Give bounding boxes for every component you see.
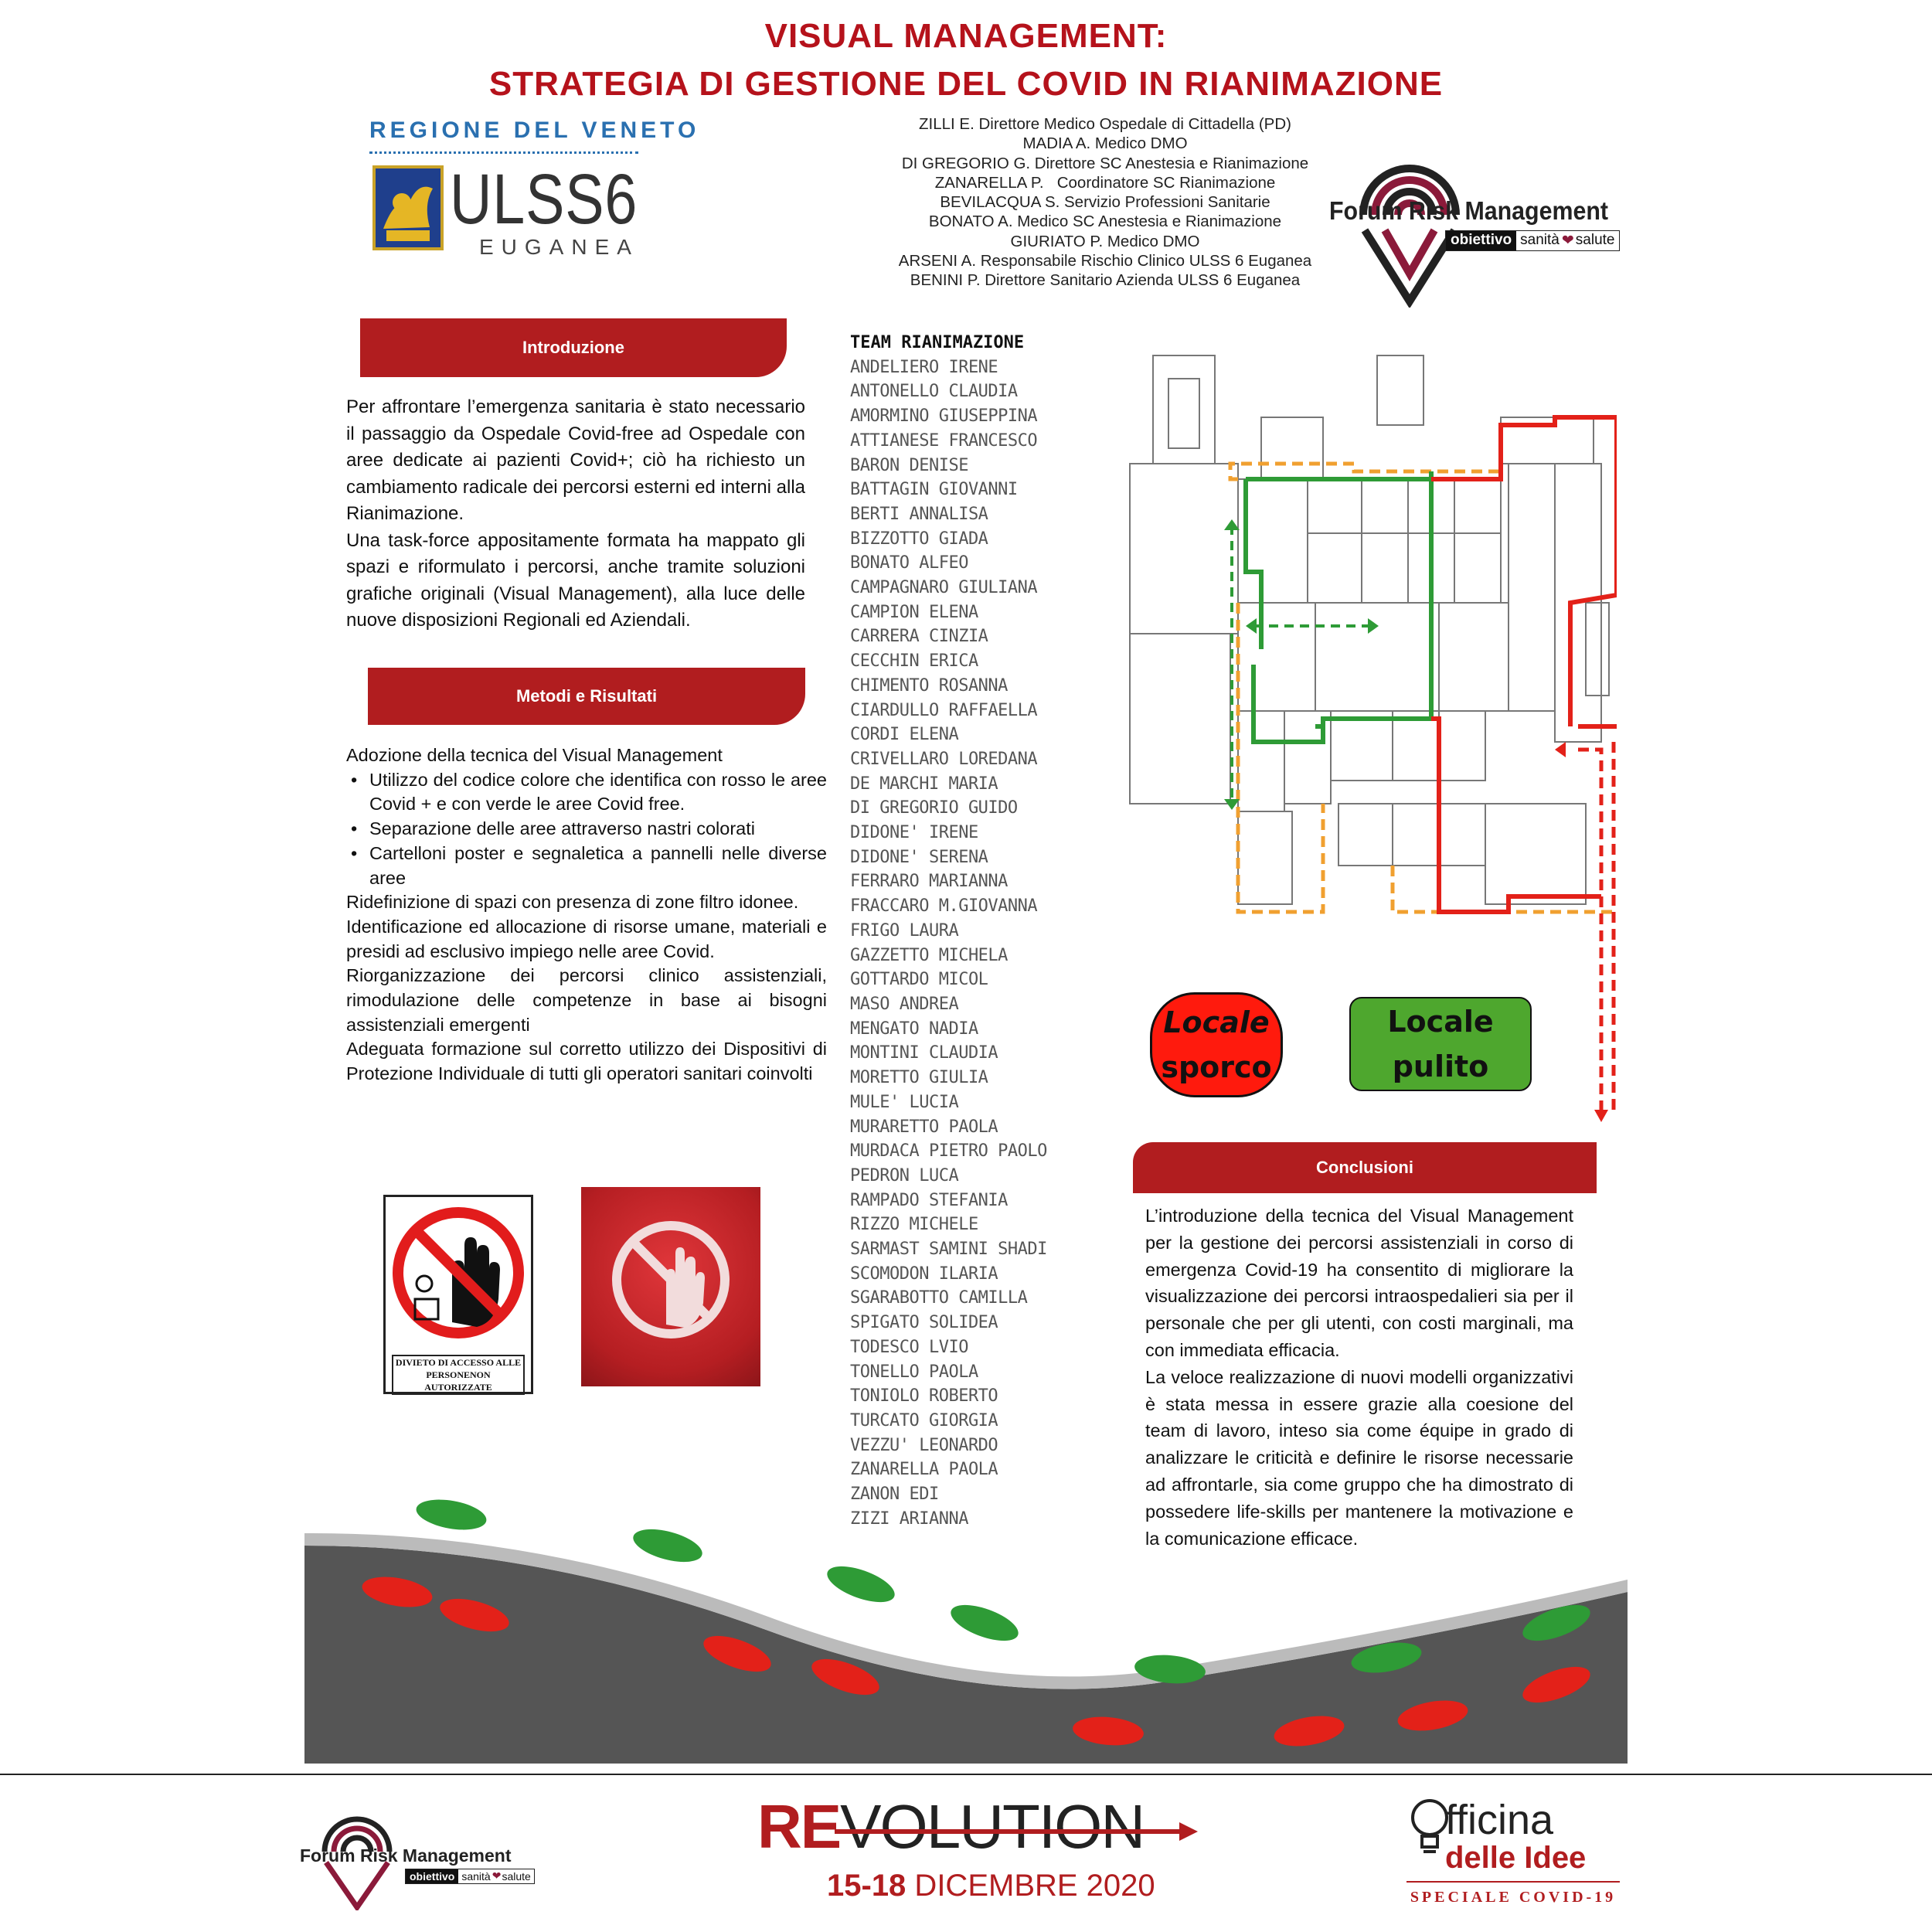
- arrow-right-icon: [835, 1822, 1198, 1841]
- heart-icon: ❤: [1561, 233, 1574, 249]
- officina-delle-idee: delle Idee: [1445, 1841, 1587, 1875]
- sign-caption: [392, 1355, 525, 1395]
- event-dates: [827, 1869, 1155, 1903]
- author: ZILLI E. Direttore Medico Ospedale di Cittadella (PD): [919, 115, 1291, 133]
- no-entry-sign-red: [581, 1187, 760, 1386]
- team-member: DI GREGORIO GUIDO: [850, 798, 1018, 818]
- team-member: MULE' LUCIA: [850, 1092, 959, 1112]
- author: ARSENI A. Responsabile Rischio Clinico ULSS 6 Euganea: [898, 252, 1312, 270]
- team-member: FRACCARO M.GIOVANNA: [850, 896, 1038, 917]
- introduzione-text-2: Una task-force appositamente formata ha mappato gli spazi e riformulato i percorsi, anche tramite soluzioni grafiche originali (Visual Management), alla luce delle nuove disposizioni Regionali ed Aziendali.: [346, 529, 805, 631]
- team-member: MONTINI CLAUDIA: [850, 1043, 998, 1063]
- team-member: MASO ANDREA: [850, 994, 959, 1014]
- team-member: CHIMENTO ROSANNA: [850, 675, 1008, 696]
- officina-word: fficina: [1445, 1797, 1554, 1843]
- team-member: AMORMINO GIUSEPPINA: [850, 406, 1038, 427]
- team-member: BONATO ALFEO: [850, 553, 968, 573]
- introduzione-heading: Introduzione: [360, 318, 787, 377]
- poster-title-line2: STRATEGIA DI GESTIONE DEL COVID IN RIANIMAZIONE: [488, 65, 1444, 103]
- team-member: MURDACA PIETRO PAOLO: [850, 1141, 1047, 1162]
- team-member: SCOMODON ILARIA: [850, 1264, 998, 1284]
- team-member: SARMAST SAMINI SHADI: [850, 1240, 1047, 1260]
- metodi-text-1: Ridefinizione di spazi con presenza di zone filtro idonee.: [346, 892, 799, 913]
- sign-caption-line1: DIVIETO DI ACCESSO ALLE: [395, 1357, 522, 1368]
- footer-forum-tagline: [405, 1869, 535, 1884]
- team-member: FRIGO LAURA: [850, 920, 959, 940]
- legend-dirty-room: [1150, 992, 1283, 1097]
- revolution-logo: [757, 1794, 1221, 1910]
- team-member: SGARABOTTO CAMILLA: [850, 1288, 1028, 1308]
- author: BEVILACQUA S. Servizio Professioni Sanitarie: [940, 193, 1270, 212]
- revolution-re: RE: [757, 1792, 841, 1861]
- team-member: CARRERA CINZIA: [850, 627, 988, 647]
- introduzione-text-1: Per affrontare l’emergenza sanitaria è stato necessario il passaggio da Ospedale Covid-free ad Ospedale con aree dedicate ai pazienti Covid+; ciò ha richiesto un cambiamento radicale dei percorsi esterni ed interni alla Rianimazione.: [346, 396, 805, 524]
- conclusioni-heading: Conclusioni: [1133, 1142, 1597, 1193]
- team-member: BARON DENISE: [850, 455, 968, 475]
- ulss6-wordmark: ULSS6: [450, 160, 638, 239]
- legend-clean-line2: pulito: [1392, 1049, 1489, 1083]
- metodi-bullets: [346, 768, 827, 891]
- forum-tag-sanita: sanità: [1520, 232, 1560, 248]
- poster-title-line1: VISUAL MANAGEMENT:: [764, 17, 1168, 55]
- metodi-heading: Metodi e Risultati: [368, 668, 805, 725]
- legend-clean-room: [1349, 997, 1532, 1091]
- event-dates-month: DICEMBRE 2020: [906, 1869, 1155, 1903]
- team-member: MORETTO GIULIA: [850, 1068, 988, 1088]
- heart-icon: ❤: [492, 1869, 502, 1882]
- team-member: MURARETTO PAOLA: [850, 1117, 998, 1137]
- ulss6-subtitle: EUGANEA: [479, 235, 639, 259]
- metodi-text-4: Adeguata formazione sul corretto utilizzo dei Dispositivi di Protezione Individuale di tutti gli operatori sanitari coinvolti: [346, 1039, 827, 1084]
- team-member: CORDI ELENA: [850, 725, 959, 745]
- team-member: ANTONELLO CLAUDIA: [850, 382, 1018, 402]
- team-member: VEZZU' LEONARDO: [850, 1435, 998, 1455]
- team-member: DE MARCHI MARIA: [850, 774, 998, 794]
- team-member: RAMPADO STEFANIA: [850, 1190, 1008, 1210]
- legend-dirty-line1: Locale: [1163, 1005, 1270, 1039]
- conclusioni-text-2: La veloce realizzazione di nuovi modelli organizzativi è stata messa in essere grazie alla coesione del team di lavoro, inteso sia come équipe in grado di analizzare le criticità e definire le risorse necessarie ad affrontarle, sia come gruppo che ha dimostrato di possedere life-skills per mantenere la motivazione e la comunicazione efficace.: [1145, 1366, 1573, 1549]
- team-member: DIDONE' IRENE: [850, 823, 978, 843]
- footer-tag-salute: salute: [502, 1870, 531, 1883]
- lightbulb-icon: [1410, 1798, 1450, 1861]
- team-member: CECCHIN ERICA: [850, 651, 978, 672]
- ulss6-dotted-rule: [369, 151, 638, 154]
- forum-tag-obiettivo: obiettivo: [1446, 231, 1516, 250]
- event-dates-days: 15-18: [827, 1869, 906, 1903]
- forum-risk-name: Forum Risk Management: [1329, 196, 1609, 225]
- team-member: CIARDULLO RAFFAELLA: [850, 700, 1038, 720]
- team-member: TONIOLO ROBERTO: [850, 1386, 998, 1406]
- footer-forum-logo: [300, 1794, 563, 1915]
- forum-tag-salute: salute: [1575, 232, 1615, 248]
- officina-speciale: SPECIALE COVID-19: [1410, 1889, 1617, 1906]
- officina-idee-logo: [1406, 1798, 1623, 1913]
- team-member: BATTAGIN GIOVANNI: [850, 480, 1018, 500]
- no-entry-sign-white: [383, 1195, 533, 1394]
- metodi-text-2: Identificazione ed allocazione di risorse umane, materiali e presidi ad esclusivo impiego nelle aree Covid.: [346, 916, 827, 961]
- team-member: ZANON EDI: [850, 1485, 939, 1505]
- no-entry-hand-icon: [609, 1218, 733, 1342]
- venice-lion-icon: [372, 165, 444, 250]
- team-member: CAMPAGNARO GIULIANA: [850, 578, 1038, 598]
- team-member: PEDRON LUCA: [850, 1165, 959, 1185]
- introduzione-body: [346, 394, 805, 634]
- team-member: CAMPION ELENA: [850, 602, 978, 622]
- author: DI GREGORIO G. Direttore SC Anestesia e Rianimazione: [901, 154, 1309, 172]
- team-member: MENGATO NADIA: [850, 1019, 978, 1039]
- metodi-bullet: • Utilizzo del codice colore che identifica con rosso le aree Covid + e con verde le aree Covid free.: [346, 768, 827, 817]
- footer-divider: [0, 1774, 1932, 1775]
- team-member: ZANARELLA PAOLA: [850, 1460, 998, 1480]
- sign-caption-line2: PERSONENON AUTORIZZATE: [424, 1369, 492, 1393]
- team-member: BERTI ANNALISA: [850, 504, 988, 524]
- revolution-rest: VOLUTION: [840, 1792, 1145, 1861]
- ulss6-logo: [369, 117, 700, 264]
- team-heading: TEAM RIANIMAZIONE: [850, 333, 1025, 352]
- metodi-bullet: • Separazione delle aree attraverso nastri colorati: [346, 817, 827, 842]
- team-member: ZIZI ARIANNA: [850, 1509, 968, 1529]
- officina-rule: [1406, 1881, 1620, 1883]
- team-member: ANDELIERO IRENE: [850, 357, 998, 377]
- team-list: [850, 331, 1105, 1531]
- metodi-body: [346, 743, 827, 1087]
- team-member: DIDONE' SERENA: [850, 847, 988, 867]
- footer-forum-name: Forum Risk Management: [300, 1845, 512, 1866]
- author: ZANARELLA P. Coordinatore SC Rianimazione: [934, 173, 1276, 192]
- author: GIURIATO P. Medico DMO: [1010, 232, 1200, 250]
- author: BENINI P. Direttore Sanitario Azienda ULSS 6 Euganea: [910, 271, 1301, 290]
- team-member: TONELLO PAOLA: [850, 1362, 978, 1382]
- ulss6-region-label: REGIONE DEL VENETO: [369, 117, 700, 143]
- author: BONATO A. Medico SC Anestesia e Rianimazione: [928, 213, 1282, 231]
- no-entry-hand-icon: [392, 1206, 525, 1339]
- footprints-wave-graphic: [304, 1484, 1628, 1764]
- author: MADIA A. Medico DMO: [1022, 134, 1188, 153]
- team-member: TODESCO LVIO: [850, 1337, 968, 1357]
- team-member: GAZZETTO MICHELA: [850, 945, 1008, 965]
- metodi-text-3: Riorganizzazione dei percorsi clinico assistenziali, rimodulazione delle competenze in base ai bisogni assistenziali emergenti: [346, 965, 827, 1035]
- conclusioni-text-1: L’introduzione della tecnica del Visual Management per la gestione dei percorsi assistenziali in corso di emergenza Covid-19 ha consentito di migliorare la visualizzazione dei percorsi intraospedalieri sia per il personale che per gli utenti, con costi marginali, ma con immediata efficacia.: [1145, 1206, 1573, 1360]
- metodi-intro: Adozione della tecnica del Visual Management: [346, 745, 723, 765]
- team-member: TURCATO GIORGIA: [850, 1410, 998, 1430]
- team-member: BIZZOTTO GIADA: [850, 529, 988, 549]
- metodi-bullet: • Cartelloni poster e segnaletica a pannelli nelle diverse aree: [346, 842, 827, 890]
- legend-clean-line1: Locale: [1387, 1005, 1494, 1039]
- team-member: GOTTARDO MICOL: [850, 970, 988, 990]
- forum-risk-tagline: [1445, 230, 1620, 251]
- legend-dirty-line2: sporco: [1161, 1050, 1272, 1084]
- team-member: CRIVELLARO LOREDANA: [850, 749, 1038, 769]
- footer-tag-sanita: sanità: [461, 1870, 491, 1883]
- team-member: RIZZO MICHELE: [850, 1215, 978, 1235]
- footer-tag-obiettivo: obiettivo: [406, 1869, 458, 1883]
- team-member: ATTIANESE FRANCESCO: [850, 430, 1038, 451]
- forum-risk-logo: [1329, 122, 1615, 308]
- team-member: FERRARO MARIANNA: [850, 872, 1008, 892]
- team-member: SPIGATO SOLIDEA: [850, 1313, 998, 1333]
